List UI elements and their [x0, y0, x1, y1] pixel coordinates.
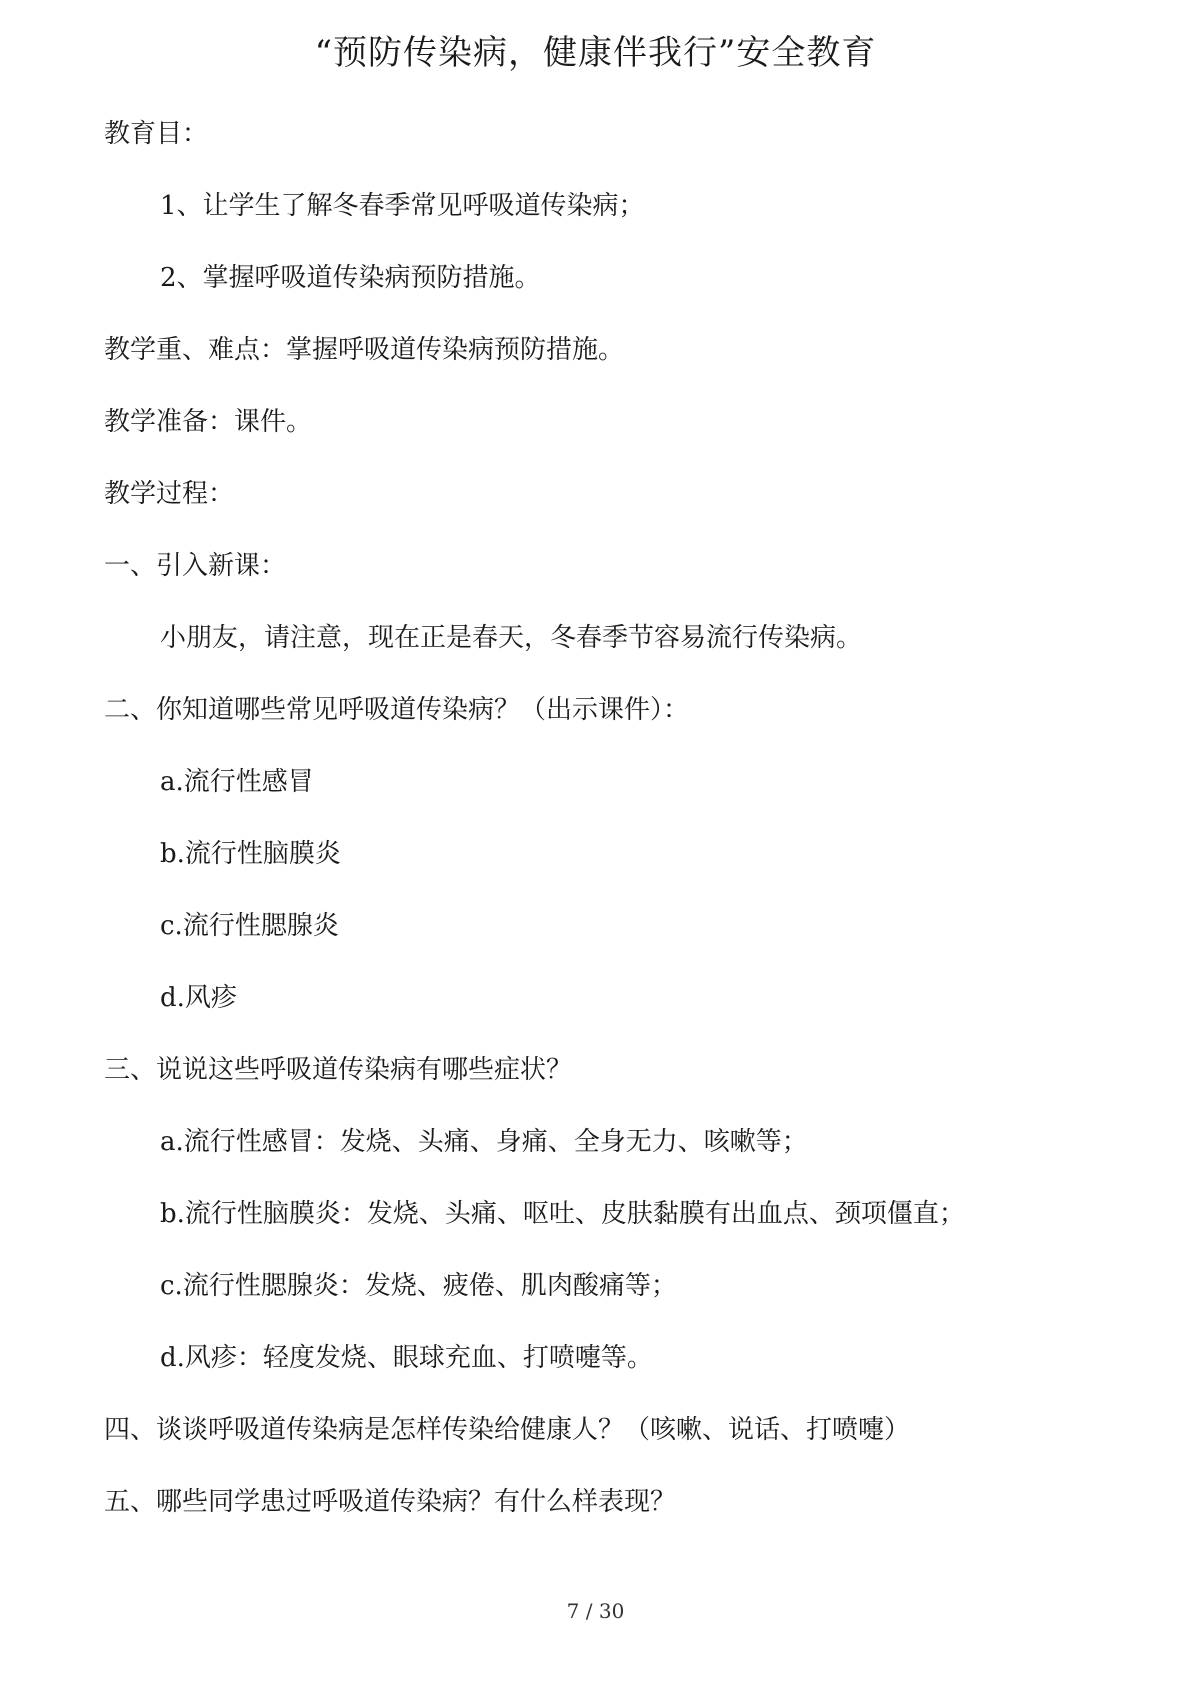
key-points: 教学重、难点：掌握呼吸道传染病预防措施。 — [104, 335, 625, 365]
objective-item-2: 2、掌握呼吸道传染病预防措施。 — [160, 263, 541, 293]
step-heading-4: 四、谈谈呼吸道传染病是怎样传染给健康人？（咳嗽、说话、打喷嚏） — [104, 1415, 911, 1445]
step-heading-5: 五、哪些同学患过呼吸道传染病？有什么样表现？ — [104, 1487, 677, 1517]
section-heading-process: 教学过程： — [104, 479, 235, 509]
symptom-item-c: c.流行性腮腺炎：发烧、疲倦、肌肉酸痛等； — [160, 1271, 677, 1301]
document-title: “预防传染病，健康伴我行”安全教育 — [314, 33, 877, 73]
symptom-item-d: d.风疹：轻度发烧、眼球充血、打喷嚏等。 — [160, 1343, 653, 1373]
disease-list-item-b: b.流行性脑膜炎 — [160, 839, 341, 869]
disease-list-item-c: c.流行性腮腺炎 — [160, 911, 339, 941]
disease-list-item-a: a.流行性感冒 — [160, 767, 314, 797]
step-heading-2: 二、你知道哪些常见呼吸道传染病？（出示课件）： — [104, 695, 690, 725]
symptom-item-b: b.流行性脑膜炎：发烧、头痛、呕吐、皮肤黏膜有出血点、颈项僵直； — [160, 1199, 965, 1229]
step-heading-3: 三、说说这些呼吸道传染病有哪些症状？ — [104, 1055, 573, 1085]
section-heading-objectives: 教育目： — [104, 119, 209, 149]
disease-list-item-d: d.风疹 — [160, 983, 237, 1013]
objective-item-1: 1、让学生了解冬春季常见呼吸道传染病； — [160, 191, 645, 221]
symptom-item-a: a.流行性感冒：发烧、头痛、身痛、全身无力、咳嗽等； — [160, 1127, 808, 1157]
step-heading-1: 一、引入新课： — [104, 551, 287, 581]
paragraph-intro: 小朋友，请注意，现在正是春天，冬春季节容易流行传染病。 — [160, 623, 863, 653]
page-number: 7 / 30 — [566, 1599, 625, 1623]
preparation: 教学准备：课件。 — [104, 407, 313, 437]
